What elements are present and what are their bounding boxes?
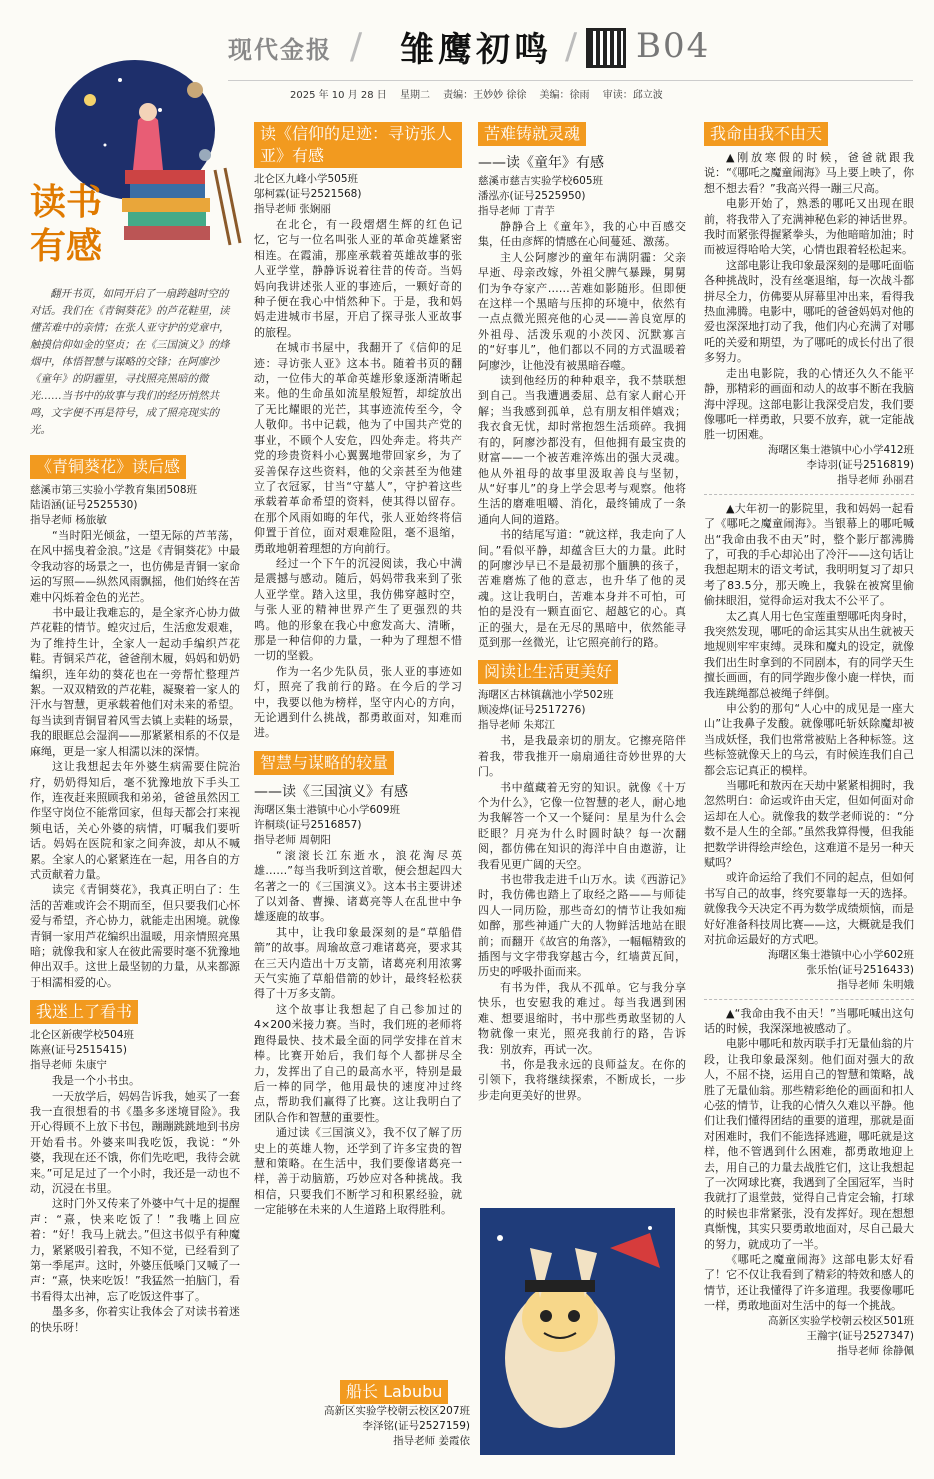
paragraph: “当时阳光倾盆，一望无际的芦苇荡，在风中摇曳着金浪。”这是《青铜葵花》中最令我动容的场景之一，也仿佛是青铜一家命运的写照——纵然风雨飘摇，他们始终在苦难中闪烁着金色的光芒。: [30, 529, 240, 604]
labubu-eye: [568, 1310, 580, 1322]
paragraph: 经过一个下午的沉浸阅读，我心中满是震撼与感动。随后，妈妈带我来到了张人亚学堂。踏入这里，我仿佛穿越时空，与张人亚的精神世界产生了更强烈的共鸣。他的形象在我心中愈发高大、清晰，那是一种信仰的力量，一种为了理想不惜一切的坚毅。: [254, 556, 462, 663]
column-4: [704, 122, 914, 1462]
paragraph: ▲刚放寒假的时候，爸爸就跟我说：“《哪吒之魔童闹海》马上要上映了，你想不想去看？”我高兴得一蹦三尺高。: [704, 151, 914, 195]
star-icon: [497, 1235, 503, 1241]
paragraph: 有书为伴，我从不孤单。它与我分享快乐，也安慰我的难过。每当我遇到困难、想要退缩时，书中那些勇敢坚韧的人物就像一束光，照亮我前行的路，告诉我：别放弃，再试一次。: [478, 980, 686, 1056]
paragraph: 书的结尾写道：“就这样，我走向了人间。”看似平静，却蕴含巨大的力量。此时的阿廖沙早已不是最初那个腼腆的孩子，苦难磨炼了他的意志，也升华了他的灵魂。这让我明白，苦难本身并不可怕，可怕的是没有一颗直面它、超越它的心。真正的强大，是在无尽的黑暗中，依然能寻觅到那一丝微光，让它照亮前行的路。: [478, 528, 686, 649]
paragraph: 电影中哪吒和敖丙联手打无量仙翁的片段，让我印象最深刻。他们面对强大的敌人，不屈不挠，运用自己的智慧和策略，战胜了无量仙翁。那些精彩绝伦的画面和扣人心弦的情节，让我的心情久久难以平静。他们让我们懂得团结的重要的道理，那就是面对困难时，我们不能选择逃避，哪吒就是这样，他不管遇到什么困难，都勇敢地迎上去，用自己的力量去战胜它们，这让我想起了一次网球比赛，我遇到了全国冠军，当时我就打了退堂鼓，觉得自己肯定会输，打球的时候也非常紧张，没有发挥好。现在想想真惭愧，其实只要勇敢地面对，尽自己最大的努力，就成功了一半。: [704, 1037, 914, 1251]
teacher: 指导老师 姜霞依: [393, 1435, 470, 1447]
book-stack: [124, 226, 210, 240]
author: 潘泓亦(证号2525950): [478, 190, 586, 202]
column-2: [254, 122, 462, 1462]
article-title: 《青铜葵花》读后感: [30, 455, 186, 479]
author: 顾凌烨(证号2517276): [478, 704, 586, 717]
paragraph: 我是一个小书虫。: [52, 1074, 140, 1088]
author: 李诗羽(证号2516819): [806, 458, 914, 471]
divider: [704, 494, 914, 495]
newspaper-name: 现代金报: [228, 35, 332, 64]
school: 海曙区古林镇藕池小学502班: [478, 689, 614, 702]
paragraph: 在城市书屋中，我翻开了《信仰的足迹：寻访张人亚》这本书。随着书页的翻动，一位伟大的革命英雄形象逐渐清晰起来。他的生命虽如流星般短暂，却绽放出了无比耀眼的光芒，其事迹流传至今，令人敬仰。书中记载，他为了中国共产党的事业，不顾个人安危，四处奔走。将共产党的珍贵资料小心翼翼地带回家乡，为了妥善保存这些资料，他的父亲甚至为他建立了衣冠冢，甘当“守墓人”，守护着这些承载着革命希望的资料，使其得以留存。在那个风雨如晦的年代，张人亚始终将信仰置于首位，面对艰难险阻，毫不退缩，勇敢地朝着理想的方向前行。: [254, 341, 462, 555]
paragraph: 其中，让我印象最深刻的是“草船借箭”的故事。周瑜故意刁难诸葛亮，要求其在三天内造出十万支箭，诸葛亮利用浓雾天气实施了草船借箭的妙计，最终轻松获得了十万多支箭。: [254, 925, 462, 1001]
planet-icon: [199, 149, 211, 161]
paragraph: 书，你是我永远的良师益友。在你的引领下，我将继续探索，不断成长，一步步走向更美好的世界。: [478, 1057, 686, 1102]
section-title: 雏鹰初鸣: [400, 30, 552, 70]
article-subtitle: ——读《三国演义》有感: [254, 783, 408, 800]
artwork-title: 船长 Labubu: [340, 1380, 448, 1404]
paragraph: 读到他经历的种种艰辛，我不禁联想到自己。当我遭遇委屈、总有家人耐心开解；当我感到孤单，总有朋友相伴嬉戏；我衣食无忧，却时常抱怨生活琐碎。我拥有的，阿廖沙都没有，但他拥有最宝贵的财富——一个被苦难淬炼出的强大灵魂。他从外祖母的故事里汲取善良与坚韧，从“好事儿”的身上学会思考与观察。他将生活的磨难咀嚼、消化，最终铺成了一条通向人间的道路。: [478, 374, 686, 526]
author: 张乐怡(证号2516433): [806, 963, 914, 976]
book-stack: [130, 184, 205, 198]
school: 海曙区集士港镇中心小学602班: [767, 948, 914, 961]
paragraph: 电影开始了，熟悉的哪吒又出现在眼前，将我带入了充满神秘色彩的神话世界。我时而紧张得握紧拳头，为他暗暗加油；时而被逗得哈哈大笑，心情也跟着轻松起来。: [704, 197, 914, 257]
planet-icon: [84, 94, 96, 106]
paragraph: 这让我想起去年外婆生病需要住院治疗，奶奶得知后，毫不犹豫地放下手头工作，连夜赶来照顾我和弟弟，爸爸虽然因工作坚守岗位不能常回家，但每天都会打来视频电话，关心外婆的病情，叮嘱我们要听话。妈妈在医院和家之间奔波，却从不喊累。全家人的心紧紧连在一起，用各自的方式贡献着力量。: [30, 760, 240, 881]
paragraph: 当哪吒和敖丙在天劫中紧紧相拥时，我忽然明白：命运或许由天定，但如何面对命运却在人心。就像我的数学老师说的：“分数不是人生的全部。”虽然我算得慢，但我能把数学讲得绘声绘色，这难道不是另一种天赋吗？: [704, 779, 914, 870]
paragraph: 主人公阿廖沙的童年布满阴霾：父亲早逝、母亲改嫁，外祖父脾气暴躁，舅舅们为争夺家产……苦难如影随形。但即便在这样一个黑暗与压抑的环境中，依然有一点点微光照亮他的心灵——善良宽厚的外祖母、活泼乐观的小茨冈、沉默寡言的“好事儿”，他们都以不同的方式温暖着阿廖沙，让他没有被黑暗吞噬。: [478, 250, 686, 372]
school: 高新区实验学校朝云校区207班: [323, 1405, 470, 1417]
teacher: 指导老师 丁青芋: [478, 205, 555, 217]
girl-head: [139, 103, 157, 121]
paragraph: ▲大年初一的影院里，我和妈妈一起看了《哪吒之魔童闹海》。当银幕上的哪吒喊出“我命由我不由天”时，整个影厅都沸腾了，可我的手心却沁出了冷汗——这句话让我想起期末的语文考试，我明明复习了却只考了83.5分，那天晚上，我躲在被窝里偷偷抹眼泪，觉得命运对我太不公平了。: [704, 501, 914, 608]
paragraph: 通过读《三国演义》，我不仅了解了历史上的英雄人物，还学到了许多宝贵的智慧和策略。在生活中，我们要像诸葛亮一样，善于动脑筋，巧妙应对各种挑战。我相信，只要我们不断学习和积累经验，就一定能够在未来的人生道路上取得胜利。: [254, 1126, 462, 1217]
planet-icon: [187, 82, 203, 98]
dateline: [290, 86, 673, 101]
paragraph: 这个故事让我想起了自己参加过的4×200米接力赛。当时，我们班的老师将跑得最快、技术最全面的同学安排在首末棒。比赛开始后，我们每个人都拼尽全力，发挥出了自己的最高水平，特别是最后一棒的同学，他用最快的速度冲过终点，帮助我们赢得了比赛。这让我明白了团队合作和智慧的重要性。: [254, 1002, 462, 1124]
paragraph: 申公豹的那句“人心中的成见是一座大山”让我鼻子发酸。就像哪吒斩妖除魔却被当成妖怪，我们也常常被贴上各种标签。这些标签就像天上的乌云，有时候连我们自己都会忘记真正的模样。: [704, 702, 914, 777]
author: 李泽铭(证号2527159): [362, 1420, 470, 1432]
book-stack: [122, 198, 210, 212]
divider: [704, 999, 914, 1000]
teacher: 指导老师 张娴丽: [254, 203, 331, 215]
labubu-captain-drawing: [480, 1208, 675, 1455]
intro-paragraph: 翻开书页，如同开启了一扇跨越时空的对话。我们在《青铜葵花》的芦花鞋里，读懂苦难中的亲情；在张人亚守护的党章中，触摸信仰如金的坚贞；在《三国演义》的烽烟中，体悟智慧与谋略的交锋；在阿廖沙《童年》的阴霾里，寻找照亮黑暗的微光……当书中的故事与我们的经历悄然共鸣，文字便不再是符号，成了照亮现实的光。: [30, 288, 230, 436]
book-stack: [128, 212, 206, 226]
school: 慈溪市慈吉实验学校605班: [478, 175, 604, 187]
article-title: 阅读让生活更美好: [478, 660, 618, 684]
star-icon: [648, 1226, 652, 1230]
teacher: 指导老师 周朝阳: [254, 833, 331, 846]
paragraph: 这部电影让我印象最深刻的是哪吒面临各种挑战时，没有丝毫退缩，每一次战斗都拼尽全力，仿佛要从屏幕里冲出来，看得我热血沸腾。电影中，哪吒的爸爸妈妈对他的爱也深深地打动了我，他们内心充满了对哪吒的关爱和期望，为了哪吒的成长付出了很多努力。: [704, 258, 914, 365]
column-label: 读书有感: [30, 181, 103, 267]
paragraph: 读完《青铜葵花》，我真正明白了：生活的苦难或许会不期而至，但只要我们心怀爱与希望，齐心协力，就能走出困境。就像青铜一家用芦花编织出温暖，用亲情照亮黑暗；就像我和家人在彼此需要时毫不犹豫地伸出双手。这世上最坚韧的力量，从来都源于相濡相爱的心。: [30, 883, 240, 989]
school: 海曙区集士港镇中心小学609班: [254, 803, 401, 816]
paragraph: “滚滚长江东逝水，浪花淘尽英雄……”每当我听到这首歌，便会想起四大名著之一的《三国演义》。这本书主要讲述了以刘备、曹操、诸葛亮等人在乱世中争雄逐鹿的故事。: [254, 848, 462, 924]
school: 北仑区新碶学校504班: [30, 1029, 135, 1042]
star-icon: [118, 78, 122, 82]
page-number: B04: [636, 26, 711, 66]
paragraph: 书中最让我难忘的，是全家齐心协力做芦花鞋的情节。蝗灾过后，生活愈发艰难，为了维持生计，全家人一起动手编织芦花鞋。青铜采芦花，爸爸削木履，妈妈和奶奶编织，连年幼的葵花也在一旁帮忙整理芦絮。一双双精致的芦花鞋，凝聚着一家人的汗水与智慧，更承载着他们对未来的希望。每当读到青铜冒着风雪去镇上卖鞋的场景，我的眼眶总会湿润——那紧紧相系的不仅是麻绳，更是一家人相濡以沫的深情。: [30, 606, 240, 758]
paragraph: 书中蕴藏着无穷的知识。就像《十万个为什么》，它像一位智慧的老人，耐心地为我解答一个又一个疑问：星星为什么会眨眼？月亮为什么时圆时缺？每一次翻阅，都仿佛在知识的海洋中自由遨游，让我看见更广阔的天空。: [478, 780, 686, 871]
weekday: 星期二: [399, 90, 430, 101]
article-title: 我命由我不由天: [704, 122, 828, 146]
date: 2025 年 10 月 28 日: [290, 90, 387, 101]
article-title: 我迷上了看书: [30, 1000, 138, 1024]
book-stack: [125, 170, 205, 184]
teacher: 指导老师 朱明娥: [837, 978, 914, 991]
article-title: 智慧与谋略的较量: [254, 751, 394, 775]
proofreader: 审读：邱立波: [602, 90, 663, 101]
paragraph: 书也带我走进千山万水。读《西游记》时，我仿佛也踏上了取经之路——与师徒四人一同历险，那些奇幻的情节让我如痴如醉，那些神通广大的人物鲜活地站在眼前；而翻开《故宫的角落》，一幅幅精致的插图与文字带我穿越古今，红墙黄瓦间，历史的呼吸扑面而来。: [478, 873, 686, 979]
column-1: [30, 455, 240, 1460]
paragraph: 在北仑，有一段熠熠生辉的红色记忆，它与一位名叫张人亚的革命英雄紧密相连。在霞浦，那座承载着英雄故事的张人亚学堂，静静诉说着往昔的传奇。当妈妈向我讲述张人亚的事迹后，一颗好奇的种子便在我心中悄然种下。于是，我和妈妈走进城市书屋，开启了探寻张人亚故事的旅程。: [254, 218, 462, 339]
paragraph: 静静合上《童年》，我的心中百感交集，任由彦辉的情感在心间蔓延、激荡。: [478, 220, 686, 249]
divider: /: [350, 26, 363, 67]
author: 陆语涵(证号2525530): [30, 499, 138, 511]
teacher: 指导老师 杨旅敏: [30, 514, 107, 526]
teacher: 指导老师 孙丽君: [837, 473, 914, 486]
qr-code-icon[interactable]: [586, 28, 626, 68]
editor: 责编：王妙妙 徐徐: [443, 90, 527, 101]
paragraph: 墨多多，你着实让我体会了对读书着迷的快乐呀！: [30, 1305, 240, 1334]
labubu-eye: [540, 1310, 552, 1322]
header-rule: [228, 80, 913, 81]
paragraph: 一天放学后，妈妈告诉我，她买了一套我一直很想看的书《墨多多迷境冒险》。我开心得顾不上放下书包，蹦蹦跳跳地到书房开始看书。外婆来叫我吃饭，我说：“外婆，我现在还不饿，你们先吃吧，我待会就来。”可足足过了一个小时，我还是一动也不动，沉浸在书里。: [30, 1089, 240, 1196]
author: 邬柯霖(证号2521568): [254, 188, 362, 200]
teacher: 指导老师 朱郑江: [478, 719, 555, 732]
article-title: 读《信仰的足迹：寻访张人亚》有感: [254, 122, 462, 168]
paragraph: 或许命运给了我们不同的起点，但如何书写自己的故事，终究要靠每一天的选择。就像我今天决定不再为数学成绩烦恼，而是好好准备科技周比赛——这，大概就是我们对抗命运最好的方式吧。: [704, 871, 914, 947]
paragraph: 这时门外又传来了外婆中气十足的提醒声：“熹，快来吃饭了！”我嘴上回应着：“好！我马上就去。”但这书似乎有种魔力，紧紧吸引着我，不知不觉，已经看到了第一季尾声。这时，外婆压低嗓门又喊了一声：“熹，快来吃饭！”我猛然一拍脑门，看书看得太出神，忘了吃饭这件事了。: [30, 1197, 240, 1303]
star-icon: [158, 108, 162, 112]
article-title: 苦难铸就灵魂: [478, 122, 586, 146]
paragraph: 走出电影院，我的心情还久久不能平静，那精彩的画面和动人的故事不断在我脑海中浮现。这部电影让我深受启发，我们要像哪吒一样勇敢，只要不放弃，就一定能战胜一切困难。: [704, 366, 914, 442]
labubu-face: [522, 1284, 598, 1352]
paragraph: 书，是我最亲切的朋友。它擦亮陪伴着我，带我推开一扇扇通往奇妙世界的大门。: [478, 734, 686, 779]
artwork-byline: [280, 1404, 470, 1449]
author: 许桐琰(证号2516857): [254, 818, 362, 831]
author: 王瀚宇(证号2527347): [806, 1329, 914, 1342]
school: 慈溪市第三实验小学教育集团508班: [30, 484, 198, 496]
school: 海曙区集士港镇中心小学412班: [767, 443, 914, 456]
school: 高新区实验学校朝云校区501班: [767, 1314, 914, 1327]
paragraph: 作为一名少先队员，张人亚的事迹如灯，照亮了我前行的路。在今后的学习中，我要以他为榜样，坚守内心的方向，无论遇到什么挑战，都勇敢面对，知难而进。: [254, 664, 462, 740]
captain-hat: [525, 1280, 595, 1292]
paragraph: 《哪吒之魔童闹海》这部电影太好看了！它不仅让我看到了精彩的特效和感人的情节，还让我懂得了许多道理。我要像哪吒一样，勇敢地面对生活中的每一个挑战。: [704, 1253, 914, 1313]
author: 陈熹(证号2515415): [30, 1044, 127, 1057]
teacher: 指导老师 徐静佩: [837, 1344, 914, 1357]
divider: /: [565, 26, 578, 67]
article-subtitle: ——读《童年》有感: [478, 155, 604, 171]
school: 北仑区九峰小学505班: [254, 173, 359, 185]
teacher: 指导老师 朱康宁: [30, 1059, 107, 1072]
star-icon: [104, 144, 107, 147]
designer: 美编：徐雨: [539, 90, 590, 101]
paragraph: ▲“我命由我不由天！”当哪吒喊出这句话的时候，我深深地被感动了。: [704, 1006, 914, 1035]
paragraph: 太乙真人用七色宝莲重塑哪吒肉身时，我突然发现，哪吒的命运其实从出生就被天地规则牢牢束缚。灵珠和魔丸的设定，就像我们出生时拿到的不同剧本，有的同学天生擅长画画，有的同学跑步像小鹿一样快，而我连跳绳都总被绳子绊倒。: [704, 609, 914, 700]
